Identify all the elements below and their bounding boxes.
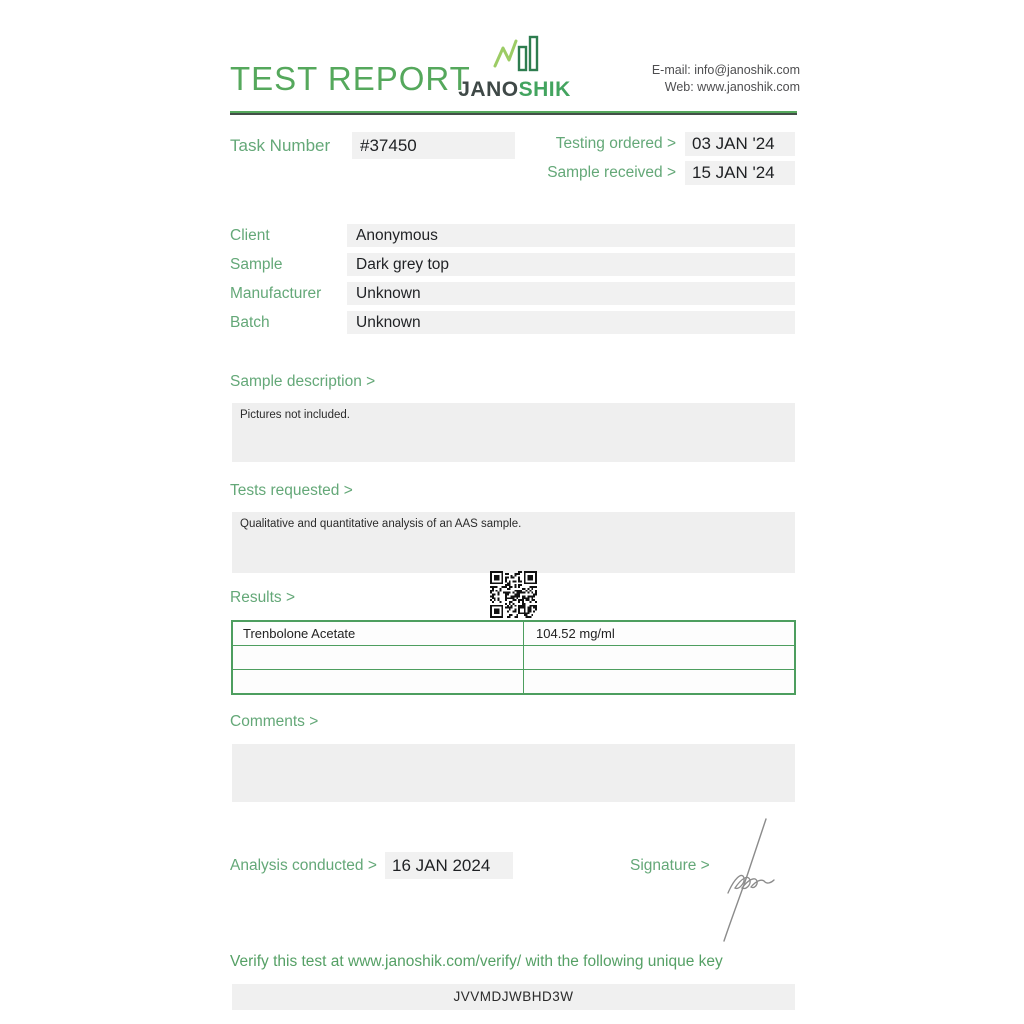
comments-label: Comments > bbox=[230, 713, 319, 730]
sample-description-box: Pictures not included. bbox=[232, 403, 795, 462]
web-line: Web: www.janoshik.com bbox=[664, 80, 800, 94]
manufacturer-value: Unknown bbox=[347, 282, 795, 305]
signature-label: Signature > bbox=[630, 857, 710, 874]
logo-wordmark bbox=[452, 78, 577, 102]
substance-cell bbox=[233, 670, 524, 694]
page-title: TEST REPORT bbox=[230, 60, 471, 97]
substance-cell: Trenbolone Acetate bbox=[233, 622, 524, 646]
analysis-conducted-value: 16 JAN 2024 bbox=[385, 852, 513, 879]
batch-value: Unknown bbox=[347, 311, 795, 334]
testing-ordered-field bbox=[556, 132, 795, 156]
tests-requested-label: Tests requested > bbox=[230, 482, 353, 499]
verify-instruction: Verify this test at www.janoshik.com/verify/ with the following unique key bbox=[230, 953, 723, 970]
results-table bbox=[232, 621, 795, 694]
task-number-value: #37450 bbox=[352, 132, 515, 159]
substance-cell bbox=[233, 646, 524, 670]
testing-ordered-label: Testing ordered > bbox=[555, 135, 676, 152]
logo-word-green: SHIK bbox=[518, 78, 571, 101]
sample-received-value: 15 JAN '24 bbox=[685, 161, 795, 185]
comments-box bbox=[232, 744, 795, 802]
analysis-conducted-label: Analysis conducted > bbox=[230, 857, 377, 874]
verify-key: JVVMDJWBHD3W bbox=[232, 984, 795, 1010]
janoshik-logo bbox=[452, 33, 577, 102]
contact-block bbox=[652, 62, 800, 96]
growth-chart-icon bbox=[488, 60, 542, 77]
header-divider bbox=[230, 111, 797, 115]
client-label: Client bbox=[230, 227, 270, 244]
table-row bbox=[233, 622, 795, 646]
sample-value: Dark grey top bbox=[347, 253, 795, 276]
results-label: Results > bbox=[230, 589, 296, 606]
sample-received-field bbox=[547, 161, 795, 185]
logo-word-dark: JANO bbox=[458, 78, 519, 101]
testing-ordered-value: 03 JAN '24 bbox=[685, 132, 795, 156]
result-cell bbox=[524, 670, 795, 694]
result-cell: 104.52 mg/ml bbox=[524, 622, 795, 646]
result-cell bbox=[524, 646, 795, 670]
sample-label: Sample bbox=[230, 256, 283, 273]
batch-label: Batch bbox=[230, 314, 270, 331]
sample-received-label: Sample received > bbox=[547, 164, 676, 181]
task-number-label: Task Number bbox=[230, 136, 331, 155]
client-value: Anonymous bbox=[347, 224, 795, 247]
tests-requested-box: Qualitative and quantitative analysis of an AAS sample. bbox=[232, 512, 795, 573]
table-row bbox=[233, 646, 795, 670]
email-line: E-mail: info@janoshik.com bbox=[651, 63, 800, 77]
sample-description-label: Sample description > bbox=[230, 373, 376, 390]
qr-code bbox=[490, 571, 537, 618]
table-row bbox=[233, 670, 795, 694]
manufacturer-label: Manufacturer bbox=[230, 285, 322, 302]
signature-scribble bbox=[708, 815, 788, 950]
